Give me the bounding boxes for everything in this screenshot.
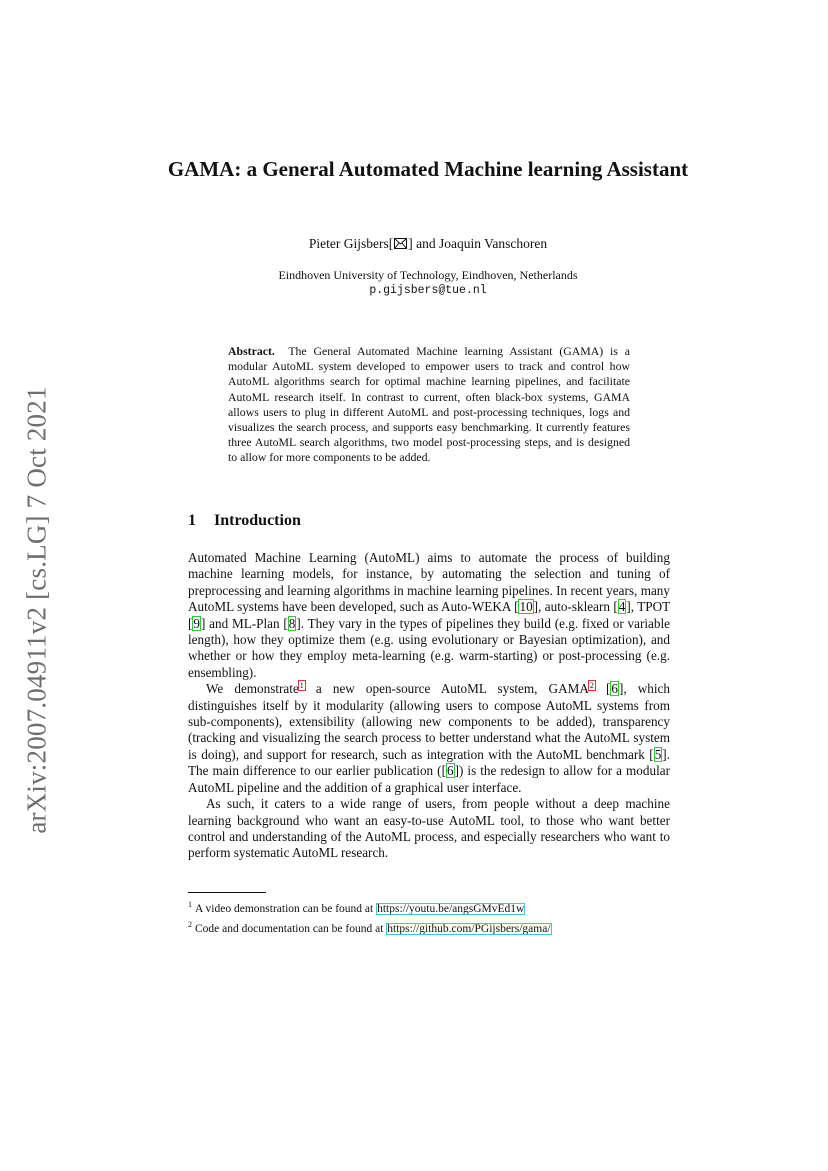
section-number: 1 [188, 512, 196, 529]
citation-link[interactable]: 10 [519, 599, 533, 615]
citation-link[interactable]: 9 [193, 615, 200, 631]
author-separator: and [412, 236, 439, 251]
footnotes [188, 897, 670, 937]
paragraph: We demonstrate$^1$ a new open-source AutoML system, GAMA$^2$ [6], which distinguishes itself by it modularity (allowing users to compose AutoML systems from sub-components), extensibility (allowing new components to be added), transparency (tracking and visualizing the search process to better understand what the AutoML system is doing), and support for research, such as integration with the AutoML benchmark [5]. The main difference to our earlier publication ([6]) is the redesign to allow for a modular AutoML pipeline and the addition of a graphical user interface. [188, 680, 670, 795]
footnote: $^1$ A video demonstration can be found at https://youtu.be/angsGMvEd1w [188, 900, 525, 915]
citation-link[interactable]: 8 [288, 615, 296, 631]
footnote-link[interactable]: 2 [589, 680, 594, 690]
envelope-icon [394, 238, 407, 249]
citation-link[interactable]: 5 [654, 746, 662, 762]
footnote: $^2$ Code and documentation can be found at https://github.com/PGijsbers/gama/ [188, 919, 551, 935]
section-heading [188, 512, 301, 530]
github-link[interactable]: https://github.com/PGijsbers/gama/ [387, 922, 551, 935]
arxiv-sidebar [22, 375, 52, 845]
video-link[interactable]: https://youtu.be/angsGMvEd1w [377, 902, 525, 915]
author-line: Pieter Gijsbers[ ] and Joaquin Vanschoren [308, 236, 548, 251]
affiliation-block [160, 267, 696, 299]
affiliation: Eindhoven University of Technology, Eindhoven, Netherlands [278, 268, 578, 282]
abstract-text: The General Automated Machine learning Assistant (GAMA) is a modular AutoML system developed to empower users to track and control how AutoML algorithms search for optimal machine learning pipelines, and facilitate AutoML research itself. In contrast to current, often black-box systems, GAMA allows users to plug in different AutoML and post-processing techniques, logs and visualizes the search process, and supports easy benchmarking. It currently features three AutoML search algorithms, two model post-processing steps, and is designed to allow for more components to be added. [228, 344, 631, 465]
citation-link[interactable]: 6 [446, 763, 454, 779]
footnote-divider [188, 892, 266, 893]
section-body [188, 550, 670, 862]
abstract [228, 344, 630, 466]
citation-link[interactable]: 4 [618, 599, 626, 615]
footnote-mark: 2 [188, 919, 192, 929]
paper-title: GAMA: a General Automated Machine learning Assistant [167, 157, 689, 181]
author-name: Joaquin Vanschoren [439, 236, 548, 251]
footnote-mark: 1 [188, 900, 192, 909]
section-title: Introduction [214, 512, 301, 529]
footnote-link[interactable]: 1 [299, 680, 304, 690]
author-name: Pieter Gijsbers [308, 236, 389, 251]
paragraph: Automated Machine Learning (AutoML) aims to automate the process of building machine learning models, for instance, by automating the selection and tuning of preprocessing and learning algorithms in machine learning pipelines. In recent years, many AutoML systems have been developed, such as Auto-WEKA [10], auto-sklearn [4], TPOT [9] and ML-Plan [8]. They vary in the types of pipelines they build (e.g. fixed or variable length), how they optimize them (e.g. using evolutionary or Bayesian optimization), and whether or how they employ meta-learning (e.g. warm-starting) or post-processing (e.g. ensembling). [188, 550, 670, 680]
citation-link[interactable]: 6 [611, 681, 618, 697]
abstract-label: Abstract. [228, 344, 275, 358]
author-email: p.gijsbers@tue.nl [369, 284, 487, 297]
arxiv-identifier: arXiv:2007.04911v2 [cs.LG] 7 Oct 2021 [21, 386, 52, 834]
paragraph: As such, it caters to a wide range of users, from people without a deep machine learning background who want an easy-to-use AutoML tool, to those who want better control and understanding of the AutoML process, and especially researchers who want to perform systematic AutoML research. [188, 796, 670, 861]
